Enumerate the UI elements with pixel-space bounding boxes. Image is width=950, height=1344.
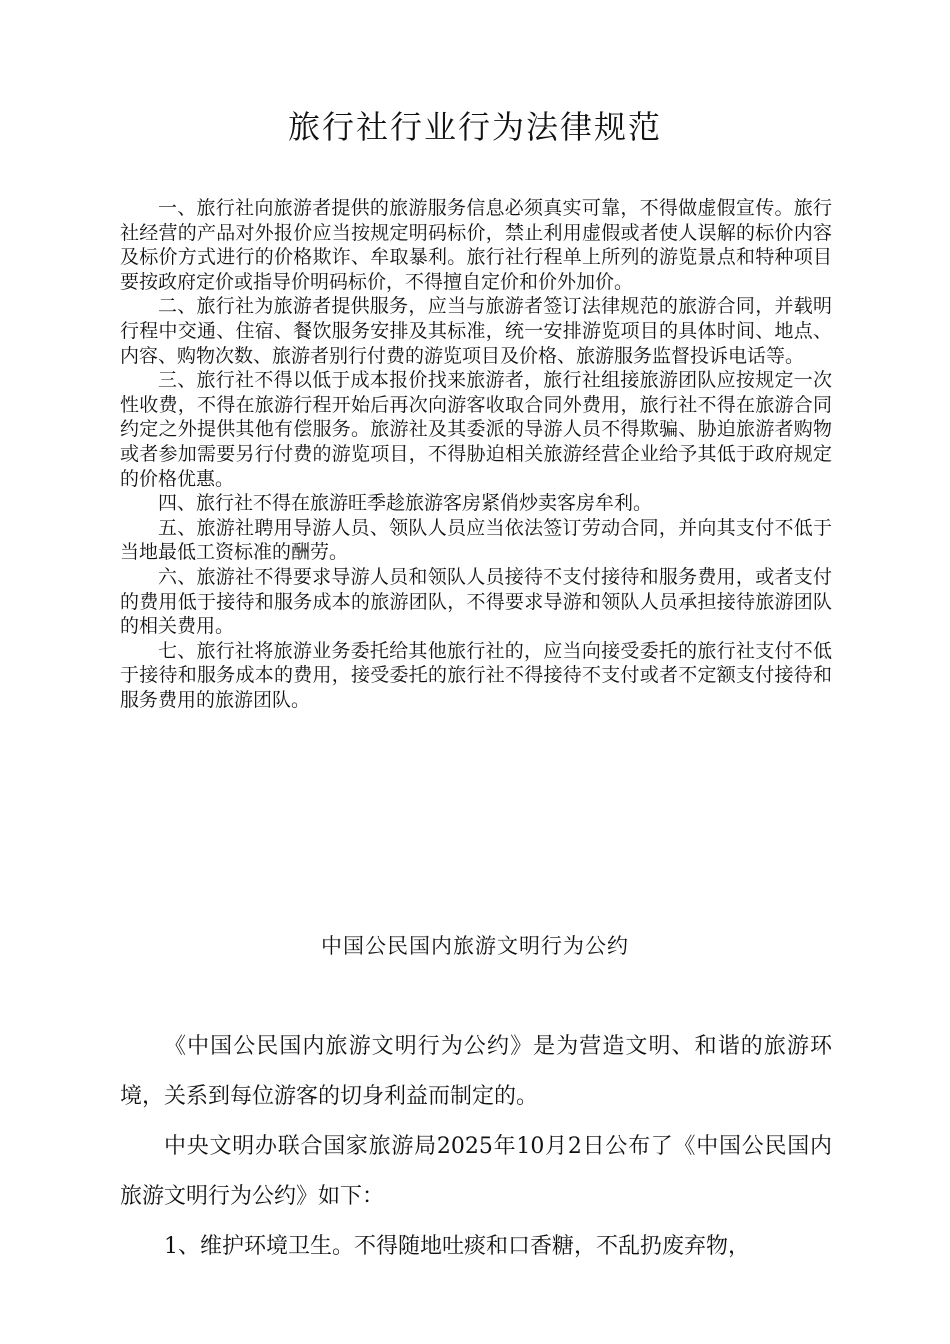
- paragraph: 一、旅行社向旅游者提供的旅游服务信息必须真实可靠，不得做虚假宣传。旅行社经营的产品对外报价应当按规定明码标价，禁止利用虚假或者使人误解的标价内容及标价方式进行的价格欺诈、牟取暴利。旅行社行程单上所列的游览景点和特种项目要按政府定价或指导价明码标价，不得擅自定价和价外加价。: [120, 197, 832, 293]
- paragraph: 中央文明办联合国家旅游局2025年10月2日公布了《中国公民国内旅游文明行为公约》如下：: [120, 1134, 832, 1209]
- paragraph: 三、旅行社不得以低于成本报价找来旅游者，旅行社组接旅游团队应按规定一次性收费，不得在旅游行程开始后再次向游客收取合同外费用，旅行社不得在旅游合同约定之外提供其他有偿服务。旅游社及其委派的导游人员不得欺骗、胁迫旅游者购物或者参加需要另行付费的游览项目，不得胁迫相关旅游经营企业给予其低于政府规定的价格优惠。: [120, 369, 832, 490]
- paragraph: 《中国公民国内旅游文明行为公约》是为营造文明、和谐的旅游环境，关系到每位游客的切身利益而制定的。: [120, 1034, 832, 1109]
- regulations-section: [120, 196, 832, 712]
- paragraph: 七、旅行社将旅游业务委托给其他旅行社的，应当向接受委托的旅行社支付不低于接待和服务成本的费用，接受委托的旅行社不得接待不支付或者不定额支付接待和服务费用的旅游团队。: [120, 639, 832, 711]
- paragraph: 二、旅行社为旅游者提供服务，应当与旅游者签订法律规范的旅游合同，并载明行程中交通、住宿、餐饮服务安排及其标准，统一安排游览项目的具体时间、地点、内容、购物次数、旅游者别行付费的游览项目及价格、旅游服务监督投诉电话等。: [120, 295, 832, 367]
- section-title: 中国公民国内旅游文明行为公约: [321, 934, 629, 958]
- convention-section: [120, 1022, 832, 1272]
- paragraph: 1、维护环境卫生。不得随地吐痰和口香糖，不乱扔废弃物，: [164, 1234, 750, 1259]
- page-title: 旅行社行业行为法律规范: [287, 108, 662, 146]
- paragraph: 六、旅游社不得要求导游人员和领队人员接待不支付接待和服务费用，或者支付的费用低于接待和服务成本的旅游团队，不得要求导游和领队人员承担接待旅游团队的相关费用。: [120, 565, 832, 638]
- paragraph: 四、旅行社不得在旅游旺季趁旅游客房紧俏炒卖客房牟利。: [158, 492, 653, 515]
- paragraph: 五、旅游社聘用导游人员、领队人员应当依法签订劳动合同，并向其支付不低于当地最低工资标准的酬劳。: [120, 516, 832, 564]
